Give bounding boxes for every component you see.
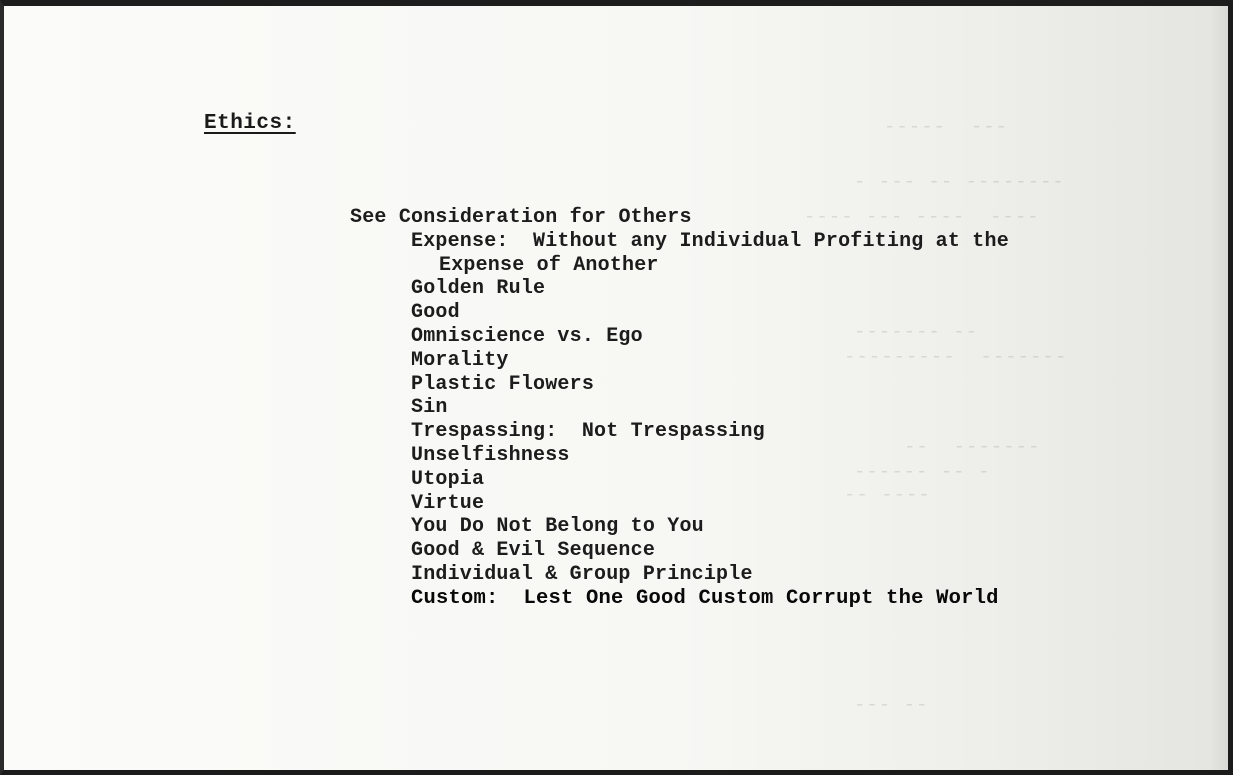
list-item: Golden Rule <box>411 277 546 301</box>
list-item: Good <box>411 301 460 325</box>
bleed-through-text: ---- --- ---- ---- <box>804 206 1040 228</box>
list-item: Expense: Without any Individual Profiting at the <box>411 229 1009 253</box>
list-item: Custom: Lest One Good Custom Corrupt the World <box>411 586 999 610</box>
bleed-through-text: ------- -- <box>854 321 979 343</box>
section-heading: Ethics: <box>204 112 296 135</box>
list-item: Individual & Group Principle <box>411 562 753 586</box>
list-item: Morality <box>411 348 509 372</box>
see-prefix: See <box>350 206 387 229</box>
list-item: Virtue <box>411 491 485 515</box>
list-item: Unselfishness <box>411 443 570 467</box>
list-item: Utopia <box>411 467 485 491</box>
list-item: Trespassing: Not Trespassing <box>411 420 765 444</box>
list-item: You Do Not Belong to You <box>411 515 704 539</box>
list-item: Good & Evil Sequence <box>411 539 656 563</box>
bleed-through-text: --------- ------- <box>844 346 1068 368</box>
cross-reference-list <box>350 206 1009 611</box>
list-item: Sin <box>411 396 448 420</box>
list-item: Consideration for Others <box>398 206 692 229</box>
bleed-through-text: -- ---- <box>844 484 931 506</box>
list-item: Plastic Flowers <box>411 372 595 396</box>
bleed-through-text: -- ------- <box>904 436 1041 458</box>
list-item-continuation: Expense of Another <box>439 253 659 277</box>
list-item: Omniscience vs. Ego <box>411 324 643 348</box>
see-line <box>350 206 1009 230</box>
bleed-through-text: ------ -- - <box>854 461 991 483</box>
bleed-through-text: - --- -- -------- <box>854 171 1065 193</box>
bleed-through-text: ----- --- <box>884 116 1009 138</box>
bleed-through-text: --- -- <box>854 694 929 716</box>
